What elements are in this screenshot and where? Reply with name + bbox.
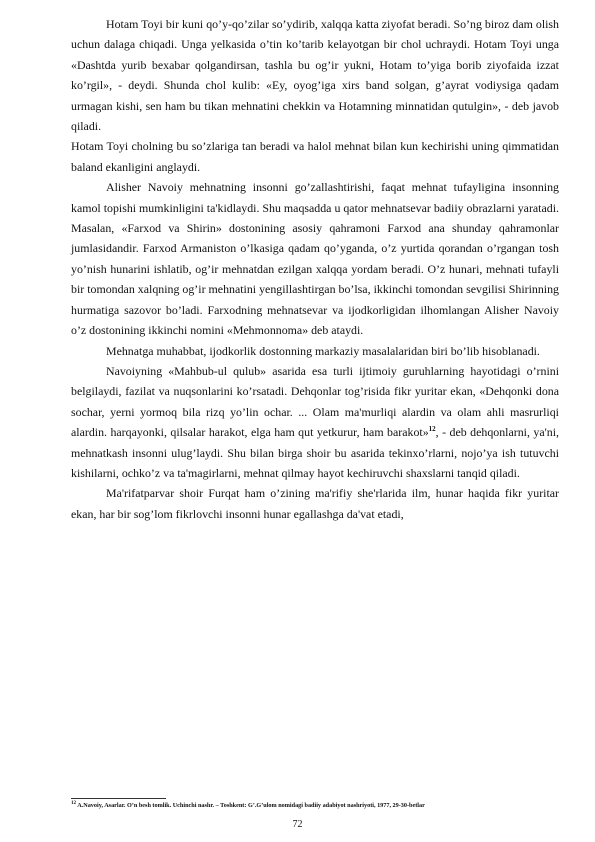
paragraph-mehnatga-muhabbat: Mehnatga muhabbat, ijodkorlik dostonning markaziy masalalaridan biri bo’lib hisoblanadi. bbox=[106, 343, 540, 358]
footnote-text: A.Navoiy, Asarlar. O’n besh tomlik. Uchinchi nashr. – Toshkent: G’.G’ulom nomidagi badiiy adabiyot nashriyoti, 1977, 29-30-betlar bbox=[76, 802, 425, 809]
body-text bbox=[71, 14, 559, 524]
paragraph-text-before-note: Navoiyning «Mahbub-ul qulub» asarida esa turli ijtimoiy guruhlarning hayotidagi o’rnini belgilaydi, fazilat va nuqsonlarini ko’rsatadi. Dehqonlar tog’risida fikr yuritar ekan, «Dehqonki dona sochar, yerni yormoq bila rizq yo’lin ochar. ... Olam ma'murliqi alardin va olam ahli masrurliqi alardin. harqayonki, qilsalar harakot, elga ham qut yetkurur, ham barakot» bbox=[71, 363, 559, 440]
paragraph-hotam-toyi-story: Hotam Toyi bir kuni qo’y-qo’zilar so’ydirib, xalqqa katta ziyofat beradi. So’ng biroz dam olish uchun dalaga chiqadi. Unga yelkasida o’tin ko’tarib kelayotgan bir chol uchraydi. Hotam Toyi unga «Dashtda yurib bexabar qolgandirsan, tashla bu og’ir yukni, Hotam to’yiga borib ziyofaida izzat ko’rgil», - deydi. Shunda chol kulib: «Ey, oyog’iga xirs band solgan, g’ayrat vodiysiga qadam urmagan kishi, sen ham bu tikan mehnatini chekkin va Hotamning minnatidan qutulgin», - deb javob qiladi. bbox=[71, 17, 559, 134]
paragraph-navoiy-farxod: Alisher Navoiy mehnatning insonni go’zallashtirishi, faqat mehnat tufayligina insonning kamol topishi mumkinligini ta'kidlaydi. Shu maqsadda u qator mehnatsevar badiiy obrazlarni yaratadi. Masalan, «Farxod va Shirin» dostonining asosiy qahramoni Farxod ana shunday qahramonlar jumlasidandir. Farxod Armaniston o’lkasiga qadam qo’yganda, o’z yurtida qorandan o’rgangan tosh yo’nish hunarini ishlatib, og’ir mehnatdan ezilgan xalqqa yordam beradi. O’z hunari, mehnati tufayli bir tomondan xalqning og’ir mehnatini yengillashtirgan bo’lsa, ikkinchi tomondan sevgilisi Shirinning hurmatiga sazovor bo’ladi. Farxodning mehnatsevar va ijodkorligidan ilhomlangan Alisher Navoiy o’z dostonining ikkinchi nomini «Mehmonnoma» deb ataydi. bbox=[71, 180, 559, 338]
paragraph-text-after-note: , - deb dehqonlarni, ya'ni, mehnatkash insonni ulug’laydi. Shu bilan birga shoir bu asarida tekinxo’rlarni, nojo’ya ish tutuvchi kishilarni, ochko’z va ta'magirlarni, mehnat qilmay hayot kechiruvchi shaxslarni tanqid qiladi. bbox=[71, 425, 559, 480]
footnote-divider bbox=[71, 798, 166, 799]
footnote-marker: 12 bbox=[71, 800, 76, 806]
footnote-reference[interactable]: 12 bbox=[428, 425, 436, 434]
page-number: 72 bbox=[292, 819, 303, 830]
paragraph-hotam-toyi-lesson: Hotam Toyi cholning bu so’zlariga tan beradi va halol mehnat bilan kun kechirishi uning qimmatidan baland ekanligini anglaydi. bbox=[71, 139, 559, 174]
paragraph-furqat: Ma'rifatparvar shoir Furqat ham o’zining ma'rifiy she'rlarida ilm, hunar haqida fikr yuritar ekan, har bir sog’lom fikrlovchi insonni hunar egallashga da'vat etadi, bbox=[71, 486, 559, 521]
footnote bbox=[71, 801, 559, 810]
paragraph-mahbub-ul-qulub bbox=[71, 361, 559, 483]
